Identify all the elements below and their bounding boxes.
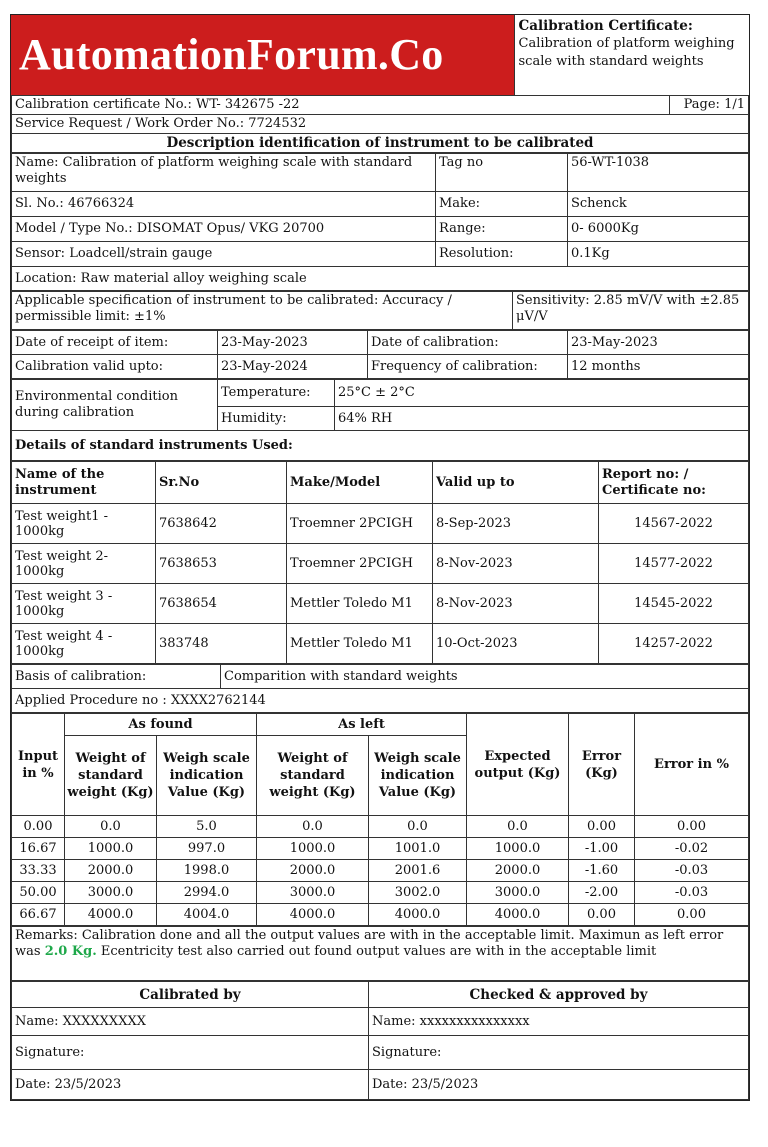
results-header-input: Input in % <box>12 714 65 816</box>
service-request-label: Service Request / Work Order No.: <box>15 116 245 131</box>
std-valid: 10-Oct-2023 <box>433 624 599 664</box>
cell-found-weight: 1000.0 <box>65 838 157 860</box>
cell-input: 16.67 <box>12 838 65 860</box>
cert-number-value: WT- 342675 -22 <box>195 97 300 112</box>
basis-value: Comparition with standard weights <box>221 665 749 689</box>
cell-found-indication: 997.0 <box>157 838 257 860</box>
frequency-value: 12 months <box>568 355 749 379</box>
remarks-max-error: 2.0 Kg. <box>44 944 97 959</box>
cell-found-indication: 4004.0 <box>157 904 257 926</box>
cell-found-weight: 0.0 <box>65 816 157 838</box>
std-name: Test weight 2- 1000kg <box>12 544 156 584</box>
calibration-date-value: 23-May-2023 <box>568 331 749 355</box>
standards-table <box>11 461 749 664</box>
table-row <box>12 816 749 838</box>
as-left-header: As left <box>257 714 467 736</box>
tag-value: 56-WT-1038 <box>568 154 749 192</box>
temperature-label: Temperature: <box>218 380 335 407</box>
remarks-text-start: Remarks: Calibration done and all the output values are with in the acceptable limit. Maximun as left error was <box>15 928 724 959</box>
certificate-title: Calibration Certificate: <box>518 18 693 34</box>
remarks-table <box>11 926 749 981</box>
serial-number: Sl. No.: 46766324 <box>12 192 436 217</box>
std-make: Mettler Toledo M1 <box>287 624 433 664</box>
resolution-label: Resolution: <box>436 242 568 267</box>
applied-procedure: Applied Procedure no : XXXX2762144 <box>12 689 749 713</box>
certificate-title-box <box>514 15 749 95</box>
cell-found-weight: 4000.0 <box>65 904 157 926</box>
environment-label: Environmental condition during calibration <box>12 380 218 431</box>
service-request <box>12 115 749 134</box>
cell-error: 0.00 <box>569 904 635 926</box>
results-header-expected: Expected output (Kg) <box>467 714 569 816</box>
checked-by-signature: Signature: <box>369 1036 749 1070</box>
cell-expected: 1000.0 <box>467 838 569 860</box>
cell-found-indication: 1998.0 <box>157 860 257 882</box>
results-header-left-indication: Weigh scale indication Value (Kg) <box>369 736 467 816</box>
checked-by-date: Date: 23/5/2023 <box>369 1070 749 1100</box>
cell-left-weight: 1000.0 <box>257 838 369 860</box>
table-row <box>12 584 749 624</box>
range-value: 0- 6000Kg <box>568 217 749 242</box>
std-header-valid: Valid up to <box>433 462 599 504</box>
description-section-title: Description identification of instrument to be calibrated <box>12 134 749 153</box>
cell-input: 66.67 <box>12 904 65 926</box>
accuracy-spec: Applicable specification of instrument to be calibrated: Accuracy / permissible limit: ±1% <box>12 292 513 330</box>
cell-expected: 0.0 <box>467 816 569 838</box>
results-header-error: Error (Kg) <box>569 714 635 816</box>
as-found-header: As found <box>65 714 257 736</box>
results-table <box>11 713 749 926</box>
service-request-value: 7724532 <box>248 116 307 131</box>
cell-found-weight: 2000.0 <box>65 860 157 882</box>
std-name: Test weight 4 - 1000kg <box>12 624 156 664</box>
cell-error: -2.00 <box>569 882 635 904</box>
table-row <box>12 860 749 882</box>
results-header-error-pct: Error in % <box>635 714 749 816</box>
table-row <box>12 882 749 904</box>
cell-left-indication: 0.0 <box>369 816 467 838</box>
cell-error-pct: -0.03 <box>635 860 749 882</box>
std-valid: 8-Sep-2023 <box>433 504 599 544</box>
checked-by-name: Name: xxxxxxxxxxxxxxx <box>369 1008 749 1036</box>
cell-left-indication: 2001.6 <box>369 860 467 882</box>
std-make: Troemner 2PCIGH <box>287 504 433 544</box>
cell-expected: 2000.0 <box>467 860 569 882</box>
calibrated-by-date: Date: 23/5/2023 <box>12 1070 369 1100</box>
basis-table <box>11 664 749 713</box>
cell-found-indication: 2994.0 <box>157 882 257 904</box>
instrument-details <box>11 153 749 291</box>
std-valid: 8-Nov-2023 <box>433 584 599 624</box>
std-srno: 7638653 <box>156 544 287 584</box>
range-label: Range: <box>436 217 568 242</box>
std-header-report: Report no: / Certificate no: <box>599 462 749 504</box>
std-make: Mettler Toledo M1 <box>287 584 433 624</box>
results-header-found-indication: Weigh scale indication Value (Kg) <box>157 736 257 816</box>
table-row <box>12 624 749 664</box>
cert-number <box>12 96 670 115</box>
std-name: Test weight 3 - 1000kg <box>12 584 156 624</box>
std-srno: 7638642 <box>156 504 287 544</box>
std-make: Troemner 2PCIGH <box>287 544 433 584</box>
cell-left-indication: 1001.0 <box>369 838 467 860</box>
cert-number-label: Calibration certificate No.: <box>15 97 192 112</box>
remarks <box>12 927 749 981</box>
cell-left-weight: 2000.0 <box>257 860 369 882</box>
make-value: Schenck <box>568 192 749 217</box>
humidity-label: Humidity: <box>218 407 335 431</box>
standards-title: Details of standard instruments Used: <box>12 431 749 461</box>
std-header-srno: Sr.No <box>156 462 287 504</box>
cell-error: -1.00 <box>569 838 635 860</box>
receipt-date-value: 23-May-2023 <box>218 331 368 355</box>
cell-left-indication: 4000.0 <box>369 904 467 926</box>
calibrated-by-header: Calibrated by <box>12 982 369 1008</box>
std-report: 14545-2022 <box>599 584 749 624</box>
cell-left-indication: 3002.0 <box>369 882 467 904</box>
cell-expected: 3000.0 <box>467 882 569 904</box>
cell-error-pct: 0.00 <box>635 904 749 926</box>
std-srno: 383748 <box>156 624 287 664</box>
receipt-date-label: Date of receipt of item: <box>12 331 218 355</box>
tag-label: Tag no <box>436 154 568 192</box>
std-report: 14257-2022 <box>599 624 749 664</box>
cell-left-weight: 0.0 <box>257 816 369 838</box>
table-row <box>12 838 749 860</box>
std-header-make: Make/Model <box>287 462 433 504</box>
results-header-left-weight: Weight of standard weight (Kg) <box>257 736 369 816</box>
humidity-value: 64% RH <box>335 407 749 431</box>
model-type: Model / Type No.: DISOMAT Opus/ VKG 20700 <box>12 217 436 242</box>
cell-input: 33.33 <box>12 860 65 882</box>
table-row <box>12 904 749 926</box>
calibration-date-label: Date of calibration: <box>368 331 568 355</box>
sensor: Sensor: Loadcell/strain gauge <box>12 242 436 267</box>
valid-until-label: Calibration valid upto: <box>12 355 218 379</box>
valid-until-value: 23-May-2024 <box>218 355 368 379</box>
cell-expected: 4000.0 <box>467 904 569 926</box>
cell-found-indication: 5.0 <box>157 816 257 838</box>
cell-found-weight: 3000.0 <box>65 882 157 904</box>
make-label: Make: <box>436 192 568 217</box>
cert-number-row <box>11 95 749 153</box>
instrument-name: Name: Calibration of platform weighing scale with standard weights <box>12 154 436 192</box>
environment-table <box>11 379 749 461</box>
cell-error-pct: 0.00 <box>635 816 749 838</box>
sensitivity-spec: Sensitivity: 2.85 mV/V with ±2.85 μV/V <box>513 292 749 330</box>
table-row <box>12 504 749 544</box>
cell-error: 0.00 <box>569 816 635 838</box>
calibration-certificate <box>10 14 750 1101</box>
basis-label: Basis of calibration: <box>12 665 221 689</box>
remarks-text-end: Ecentricity test also carried out found output values are with in the acceptable limit <box>96 944 657 959</box>
cell-error-pct: -0.03 <box>635 882 749 904</box>
frequency-label: Frequency of calibration: <box>368 355 568 379</box>
table-row <box>12 544 749 584</box>
temperature-value: 25°C ± 2°C <box>335 380 749 407</box>
cell-left-weight: 3000.0 <box>257 882 369 904</box>
dates-table <box>11 330 749 379</box>
signoff-table <box>11 981 749 1100</box>
std-valid: 8-Nov-2023 <box>433 544 599 584</box>
checked-by-header: Checked & approved by <box>369 982 749 1008</box>
calibrated-by-signature: Signature: <box>12 1036 369 1070</box>
page-number: Page: 1/1 <box>670 96 749 115</box>
std-srno: 7638654 <box>156 584 287 624</box>
brand-logo: AutomationForum.Co <box>11 15 514 95</box>
calibrated-by-name: Name: XXXXXXXXX <box>12 1008 369 1036</box>
resolution-value: 0.1Kg <box>568 242 749 267</box>
results-header-found-weight: Weight of standard weight (Kg) <box>65 736 157 816</box>
cell-error: -1.60 <box>569 860 635 882</box>
specification-row <box>11 291 749 330</box>
std-name: Test weight1 - 1000kg <box>12 504 156 544</box>
certificate-header <box>11 15 749 95</box>
std-report: 14577-2022 <box>599 544 749 584</box>
std-report: 14567-2022 <box>599 504 749 544</box>
cell-input: 50.00 <box>12 882 65 904</box>
cell-input: 0.00 <box>12 816 65 838</box>
location: Location: Raw material alloy weighing scale <box>12 267 749 291</box>
certificate-subtitle: Calibration of platform weighing scale with standard weights <box>518 36 735 69</box>
cell-left-weight: 4000.0 <box>257 904 369 926</box>
cell-error-pct: -0.02 <box>635 838 749 860</box>
std-header-name: Name of the instrument <box>12 462 156 504</box>
